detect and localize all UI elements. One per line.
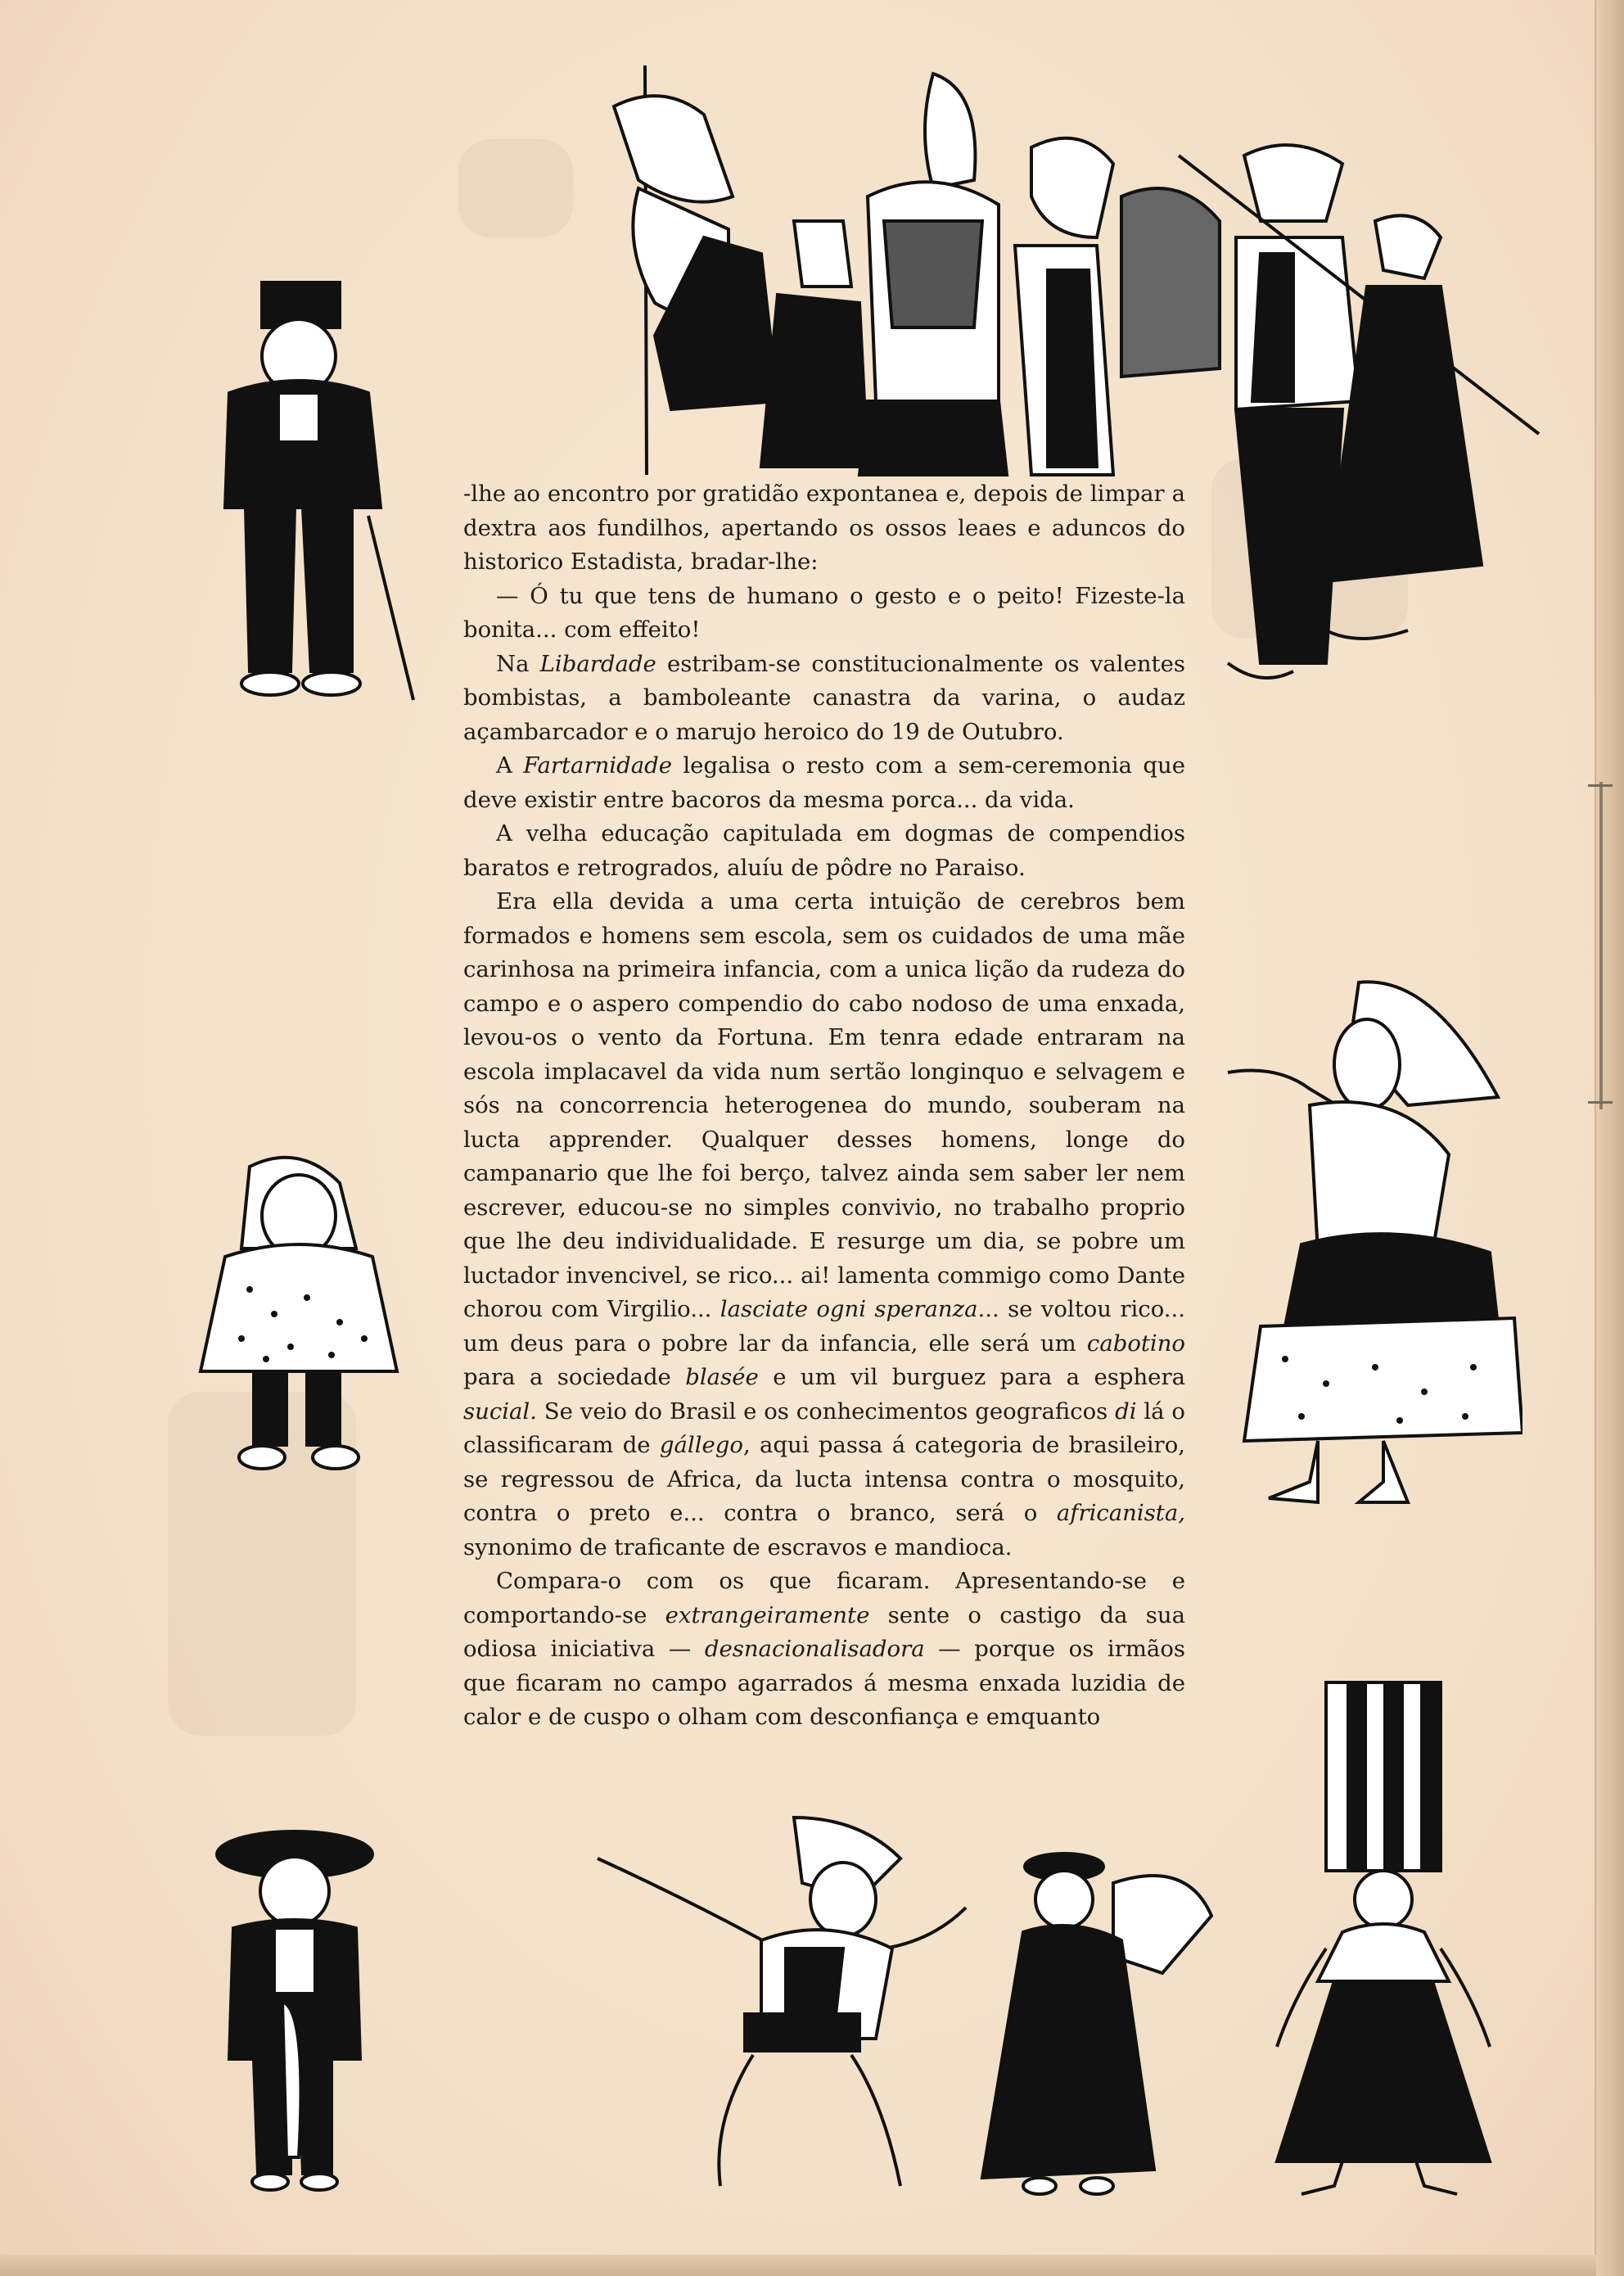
man-with-cane-illustration [205, 278, 426, 712]
paragraph-2: — Ó tu que tens de humano o gesto e o peito! Fizeste-la bonita... com effeito! [463, 582, 1185, 643]
paragraph-3: Na Libardade estribam-se constitucionalmente os valentes bombistas, a bamboleante canastra da varina, o audaz açambarcador e o marujo heroico do 19 de Outubro. [463, 650, 1185, 745]
cloaked-man-illustration [974, 1842, 1220, 2211]
paragraph-7: Compara-o com os que ficaram. Apresentando-se e comportando-se extrangeiramente sente o castigo da sua odiosa iniciativa — desnacionalisadora — porque os irmãos que ficaram no campo agarrados á mesma enxada luzidia de calor e de cuspo o olham com desconfiança e emquanto [463, 1568, 1185, 1730]
page-edge [1595, 0, 1624, 2276]
binding-mark [1588, 784, 1613, 787]
dancing-man-illustration [589, 1809, 974, 2202]
binding-ribbon [1599, 782, 1603, 1109]
paragraph-5: A velha educação capitulada em dogmas de compendios baratos e retrogrados, aluíu de pôdre no Paraiso. [463, 820, 1185, 881]
girl-in-shawl-illustration [168, 1150, 430, 1478]
page-bottom-edge [0, 2255, 1596, 2276]
article-text [463, 477, 1185, 1735]
old-woman-illustration [1220, 974, 1522, 1506]
paragraph-4: A Fartarnidade legalisa o resto com a sem-ceremonia que deve existir entre bacoros da mesma porca... da vida. [463, 752, 1185, 813]
paragraph-6: Era ella devida a uma certa intuição de cerebros bem formados e homens sem escola, sem os cuidados de uma mãe carinhosa na primeira infancia, com a unica lição da rudeza do campo e o aspero compendio do cabo nodoso de uma enxada, levou-os o vento da Fortuna. Em tenra edade entraram na escola implacavel da vida num sertão longinquo e selvagem e sós na concorrencia heterogenea do mundo, souberam na lucta apprender. Qualquer desses homens, longe do campanario que lhe foi berço, talvez ainda sem saber ler nem escrever, educou-se no simples convivio, no trabalho proprio que lhe deu individualidade. E resurge um dia, se pobre um luctador invencivel, se rico... ai! lamenta commigo como Dante chorou com Virgilio... lasciate ogni speranza... se voltou rico... um deus para o pobre lar da infancia, elle será um cabotino para a sociedade blasée e um vil burguez para a esphera sucial. Se veio do Brasil e os conhecimentos geograficos di lá o classificaram de gállego, aqui passa á categoria de brasileiro, se regressou de Africa, da lucta intensa contra o mosquito, contra o preto e... contra o branco, será o africanista, synonimo de traficante de escravos e mandioca. [463, 888, 1186, 1560]
woman-carrying-load-illustration [1261, 1678, 1522, 2202]
bleed-through-mark [458, 139, 573, 237]
binding-mark [1588, 1101, 1613, 1104]
man-with-umbrella-illustration [209, 1813, 381, 2198]
paragraph-1: -lhe ao encontro por gratidão expontanea e, depois de limpar a dextra aos fundilhos, apertando os ossos leaes e aduncos do historico Estadista, bradar-lhe: [463, 481, 1185, 575]
